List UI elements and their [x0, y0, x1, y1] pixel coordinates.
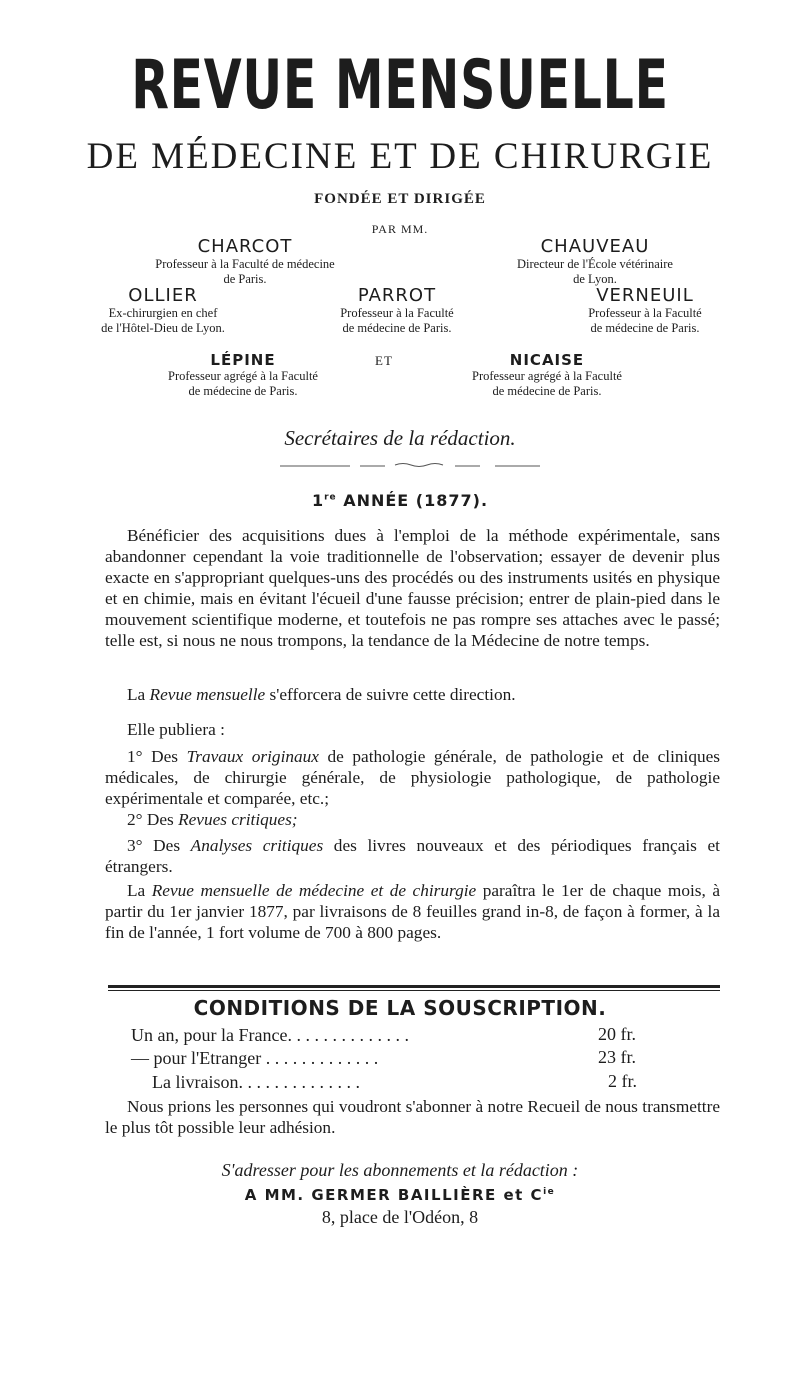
editor-name: PARROT	[357, 285, 437, 306]
editor-title: de médecine de Paris.	[590, 321, 700, 336]
editor-charcot	[140, 237, 350, 288]
list-item-3	[105, 835, 720, 877]
text-span: 1° Des	[127, 747, 187, 766]
editor-title: Ex-chirurgien en chef	[108, 305, 218, 320]
price-row-label: La livraison. . . . . . . . . . . . . .	[152, 1072, 360, 1092]
editor-title: de médecine de Paris.	[188, 384, 298, 399]
intro-paragraph	[105, 525, 720, 651]
editor-lepine	[138, 352, 348, 400]
text-span: s'efforcera de suivre cette direction.	[265, 685, 516, 704]
item-title: Travaux originaux	[186, 747, 319, 766]
editor-title: de Lyon.	[573, 272, 617, 287]
editor-name: VERNEUIL	[596, 285, 694, 306]
editor-name: NICAISE	[509, 351, 585, 369]
text-span: paraîtra le 1er de chaque mois, à partir du 1er janvier 1877, par livraisons de 8 feuilles grand in-8, de façon à former, à la fin de l'année, 1 fort volume de 700 à 800 pages.	[105, 881, 720, 942]
price-value: 20 fr.	[598, 1024, 636, 1044]
editor-title: Professeur à la Faculté	[340, 305, 454, 320]
editor-title: de médecine de Paris.	[492, 384, 602, 399]
founded-line: FONDÉE ET DIRIGÉE	[314, 191, 486, 207]
prions-text: Nous prions les personnes qui voudront s'abonner à notre Recueil de nous transmettre le plus tôt possible leur adhésion.	[105, 1097, 720, 1137]
revue-direction-paragraph	[105, 684, 720, 705]
editor-nicaise	[442, 352, 652, 400]
editor-name: CHARCOT	[197, 236, 293, 257]
editor-verneuil	[530, 286, 760, 337]
year-ordinal: re	[324, 492, 337, 503]
year-line	[0, 491, 800, 510]
ornamental-divider	[280, 460, 540, 472]
revue-title: Revue mensuelle	[149, 685, 266, 704]
editor-chauveau	[465, 237, 725, 288]
editor-title: Professeur agrégé à la Faculté	[168, 368, 318, 383]
masthead-title: REVUE MENSUELLE	[131, 46, 669, 125]
text-span: 2° Des	[127, 810, 179, 829]
editor-title: de Paris.	[223, 272, 267, 287]
editor-parrot	[292, 286, 502, 337]
editor-title: Professeur à la Faculté	[588, 305, 702, 320]
editor-name: LÉPINE	[210, 351, 276, 369]
text-span: de pathologie générale, de pathologie et de cliniques médicales, de chirurgie générale, de physiologie pathologique, de pathologie expérimentale et comparée, etc.;	[105, 747, 721, 808]
editor-name: OLLIER	[128, 285, 198, 306]
editor-title: Professeur agrégé à la Faculté	[472, 368, 622, 383]
text-span: des livres nouveaux et des périodiques français et étrangers.	[105, 836, 720, 876]
publiera-paragraph	[105, 719, 720, 740]
conditions-heading: CONDITIONS DE LA SOUSCRIPTION.	[193, 996, 607, 1020]
year-number: 1	[311, 491, 325, 510]
year-text: ANNÉE (1877).	[336, 491, 489, 510]
text-span: 3° Des	[127, 836, 191, 855]
editor-ollier	[58, 286, 268, 337]
editor-name: CHAUVEAU	[540, 236, 650, 257]
editor-title: Directeur de l'École vétérinaire	[517, 256, 673, 271]
price-value: 2 fr.	[608, 1071, 637, 1091]
list-item-2	[105, 809, 720, 830]
par-line: PAR MM.	[371, 222, 429, 236]
text-span: La	[127, 881, 152, 900]
adresser-line: S'adresser pour les abonnements et la rédaction :	[221, 1160, 579, 1180]
section-divider	[108, 985, 720, 991]
publisher-address: 8, place de l'Odéon, 8	[321, 1207, 479, 1227]
price-row-label: Un an, pour la France. . . . . . . . . . . . . .	[131, 1025, 409, 1045]
journal-subtitle: DE MÉDECINE ET DE CHIRURGIE	[86, 136, 714, 177]
publiera-text: Elle publiera :	[127, 720, 225, 739]
price-row-label: — pour l'Etranger . . . . . . . . . . . . .	[131, 1048, 379, 1068]
editor-title: de médecine de Paris.	[342, 321, 452, 336]
item-title: Revues critiques;	[178, 810, 298, 829]
text-span: La	[127, 685, 150, 704]
editor-title: Professeur à la Faculté de médecine	[155, 256, 335, 271]
et-connector: ET	[375, 353, 393, 368]
intro-text: Bénéficier des acquisitions dues à l'emploi de la méthode expérimentale, sans abandonner cependant la voie traditionnelle de l'observation; essayer de devenir plus exacte en s'appropriant quelques-uns des procédés ou des instruments usités en physique et en chimie, mais en évitant l'écueil d'une fausse précision; entrer de plain-pied dans le mouvement scientifique moderne, et toutefois ne pas rompre ses attaches avec le passé; telle est, si nous ne nous trompons, la tendance de la Médecine de notre temps.	[105, 526, 720, 650]
publisher-name: A MM. GERMER BAILLIÈRE et C	[244, 1186, 544, 1204]
editor-title: de l'Hôtel-Dieu de Lyon.	[101, 321, 225, 336]
item-title: Analyses critiques	[190, 836, 324, 855]
secretaires-heading: Secrétaires de la rédaction.	[284, 426, 516, 450]
price-value: 23 fr.	[598, 1047, 636, 1067]
list-item-1	[105, 746, 720, 809]
publisher-line	[0, 1186, 800, 1204]
journal-title: Revue mensuelle de médecine et de chirurgie	[151, 881, 477, 900]
publisher-sup: ie	[543, 1187, 556, 1197]
parution-paragraph	[105, 880, 720, 943]
prions-paragraph	[105, 1096, 720, 1138]
